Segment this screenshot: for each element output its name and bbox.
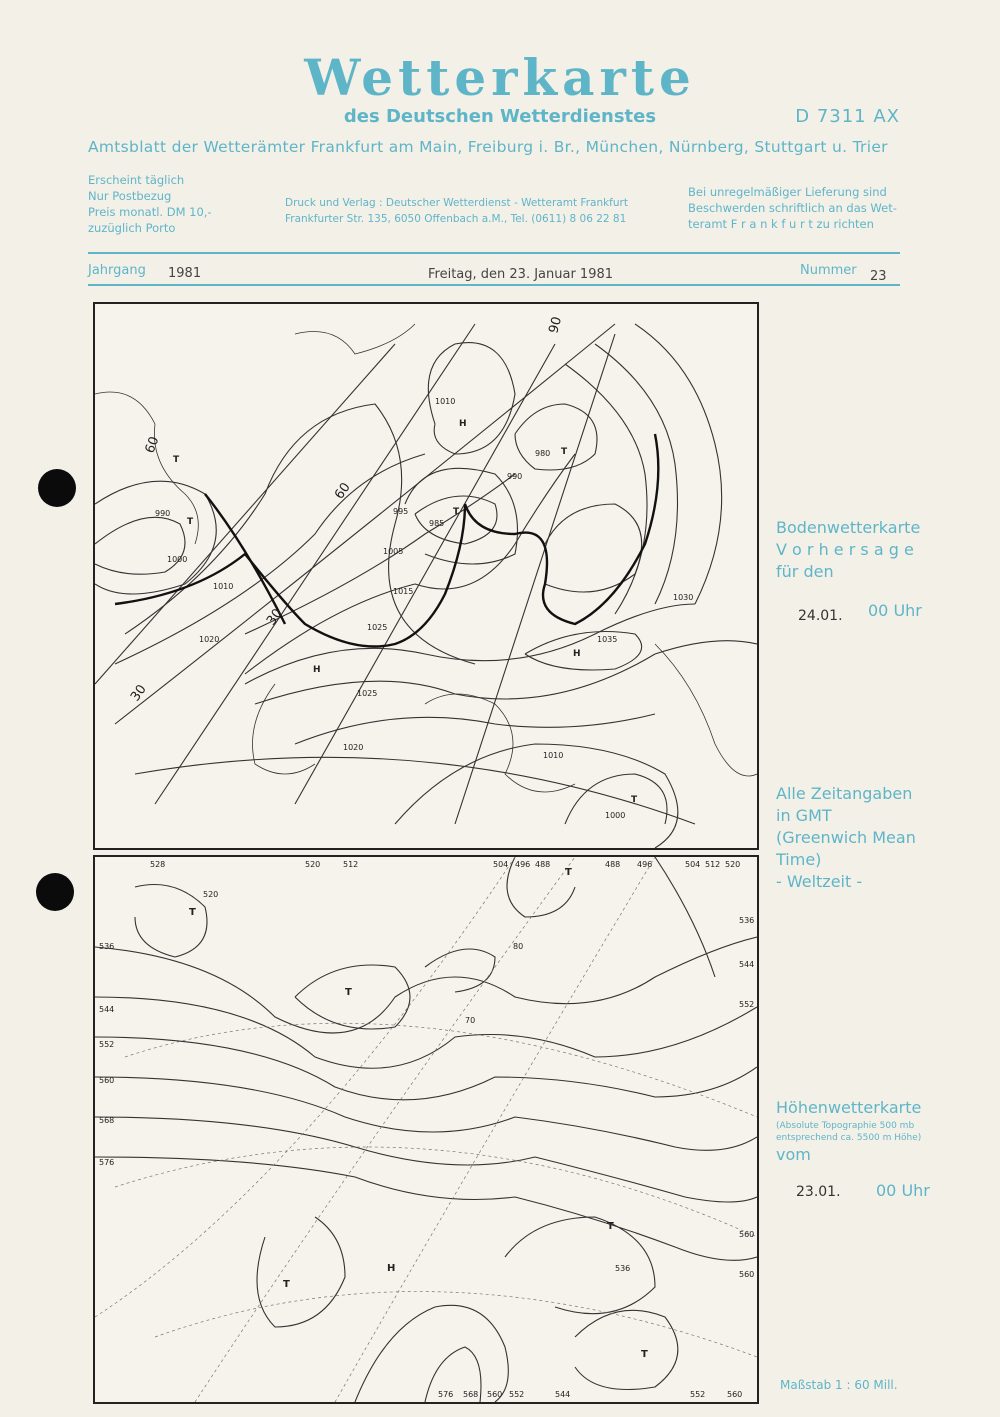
contour-label: 552 <box>690 1390 706 1399</box>
pressure-center: H <box>459 419 467 429</box>
upper-map-subcaption: (Absolute Topographie 500 mb entsprechend ca. 5500 m Höhe) <box>776 1121 922 1143</box>
contour-label: 536 <box>739 916 755 925</box>
contour-label: 520 <box>305 860 321 869</box>
contour-label: 560 <box>739 1230 755 1239</box>
official-gazette-line: Amtsblatt der Wetterämter Frankfurt am Main, Freiburg i. Br., München, Nürnberg, Stuttgart u. Trier <box>88 138 888 156</box>
masthead-subtitle: des Deutschen Wetterdienstes <box>343 106 657 127</box>
pressure-center: T <box>345 987 352 998</box>
latitude-label: 30 <box>127 682 150 705</box>
isobar-label: 990 <box>507 472 523 481</box>
isobar-label: 1005 <box>383 547 404 556</box>
contour-label: 560 <box>727 1390 743 1399</box>
isobar-label: 1000 <box>605 811 626 820</box>
contour-label: 520 <box>725 860 741 869</box>
contour-label: 512 <box>705 860 721 869</box>
number-label: Nummer <box>800 263 857 278</box>
contour-label: 504 <box>685 860 701 869</box>
contour-label: 544 <box>739 960 755 969</box>
isobar-label: 1010 <box>435 397 456 406</box>
pressure-center: H <box>573 649 581 659</box>
number-value: 23 <box>870 269 887 284</box>
pressure-center: T <box>561 447 568 457</box>
isobar-label: 1025 <box>357 689 378 698</box>
contour-label: 504 <box>493 860 509 869</box>
complaint-info: Bei unregelmäßiger Lieferung sind Beschwerden schriftlich an das Wet- teramt F r a n k f u r t zu richten <box>688 185 897 231</box>
surface-weather-map <box>93 302 759 850</box>
upper-map-vom: vom <box>776 1145 811 1164</box>
surface-map-caption: Bodenwetterkarte V o r h e r s a g e für den <box>776 518 921 581</box>
pressure-center: T <box>187 517 194 527</box>
map-scale: Maßstab 1 : 60 Mill. <box>780 1378 898 1392</box>
subscription-info: Erscheint täglich Nur Postbezug Preis monatl. DM 10,- zuzüglich Porto <box>88 173 212 235</box>
isobar-label: 1025 <box>367 623 388 632</box>
contour-label: 544 <box>555 1390 571 1399</box>
isobar-label: 1010 <box>543 751 564 760</box>
header-rule-top <box>88 252 900 254</box>
latitude-label: 90 <box>546 315 566 336</box>
isobar-label: 995 <box>393 507 409 516</box>
punch-hole <box>36 873 74 911</box>
contour-label: 80 <box>513 942 524 951</box>
contour-label: 568 <box>99 1116 115 1125</box>
surface-map-time: 00 Uhr <box>868 601 922 620</box>
contour-label: 496 <box>637 860 653 869</box>
pressure-center: H <box>387 1263 396 1274</box>
upper-map-caption: Höhenwetterkarte <box>776 1098 922 1117</box>
pressure-center: T <box>607 1221 614 1232</box>
contour-label: 536 <box>99 942 115 951</box>
isobar-label: 1015 <box>393 587 414 596</box>
pressure-center: T <box>631 795 638 805</box>
surface-map-date: 24.01. <box>798 608 843 624</box>
contour-label: 496 <box>515 860 531 869</box>
latitude-label: 60 <box>331 480 354 503</box>
contour-label: 488 <box>535 860 551 869</box>
time-note: Alle Zeitangaben in GMT (Greenwich Mean Time) - Weltzeit - <box>776 784 916 891</box>
contour-label: 536 <box>615 1264 631 1273</box>
isobar-label: 990 <box>155 509 171 518</box>
contour-label: 568 <box>463 1390 479 1399</box>
isobar-label: 1035 <box>597 635 618 644</box>
contour-label: 576 <box>99 1158 115 1167</box>
pressure-center: T <box>453 507 460 517</box>
contour-label: 552 <box>99 1040 115 1049</box>
contour-label: 488 <box>605 860 621 869</box>
masthead-title: Wetterkarte <box>304 48 696 107</box>
publication-code: D 7311 AX <box>795 106 900 127</box>
upper-map-date: 23.01. <box>796 1184 841 1200</box>
contour-label: 512 <box>343 860 359 869</box>
pressure-center: T <box>565 867 572 878</box>
surface-map-graphic <box>95 304 757 848</box>
isobar-label: 1020 <box>343 743 364 752</box>
upper-map-graphic <box>95 857 757 1402</box>
punch-hole <box>38 469 76 507</box>
contour-label: 552 <box>509 1390 525 1399</box>
isobar-label: 985 <box>429 519 445 528</box>
upper-map-time: 00 Uhr <box>876 1181 930 1200</box>
pressure-center: T <box>283 1279 290 1290</box>
year-value: 1981 <box>168 266 202 281</box>
contour-label: 70 <box>465 1016 476 1025</box>
isobar-label: 980 <box>535 449 551 458</box>
upper-air-map <box>93 855 759 1404</box>
publisher-info: Druck und Verlag : Deutscher Wetterdienst - Wetteramt Frankfurt Frankfurter Str. 135, 6050 Offenbach a.M., Tel. (0611) 8 06 22 81 <box>285 197 628 225</box>
contour-label: 560 <box>739 1270 755 1279</box>
latitude-label: 60 <box>142 434 163 456</box>
pressure-center: T <box>641 1349 648 1360</box>
latitude-label: 30 <box>263 606 286 629</box>
contour-label: 576 <box>438 1390 454 1399</box>
contour-label: 552 <box>739 1000 755 1009</box>
year-label: Jahrgang <box>88 263 146 278</box>
pressure-center: T <box>189 907 196 918</box>
isobar-label: 1020 <box>199 635 220 644</box>
contour-label: 544 <box>99 1005 115 1014</box>
isobar-label: 1000 <box>167 555 188 564</box>
contour-label: 560 <box>99 1076 115 1085</box>
contour-label: 520 <box>203 890 219 899</box>
contour-label: 528 <box>150 860 166 869</box>
contour-label: 560 <box>487 1390 503 1399</box>
issue-date: Freitag, den 23. Januar 1981 <box>428 267 614 282</box>
pressure-center: H <box>313 665 321 675</box>
isobar-label: 1010 <box>213 582 234 591</box>
isobar-label: 1030 <box>673 593 694 602</box>
header-rule-bottom <box>88 284 900 286</box>
pressure-center: T <box>173 455 180 465</box>
